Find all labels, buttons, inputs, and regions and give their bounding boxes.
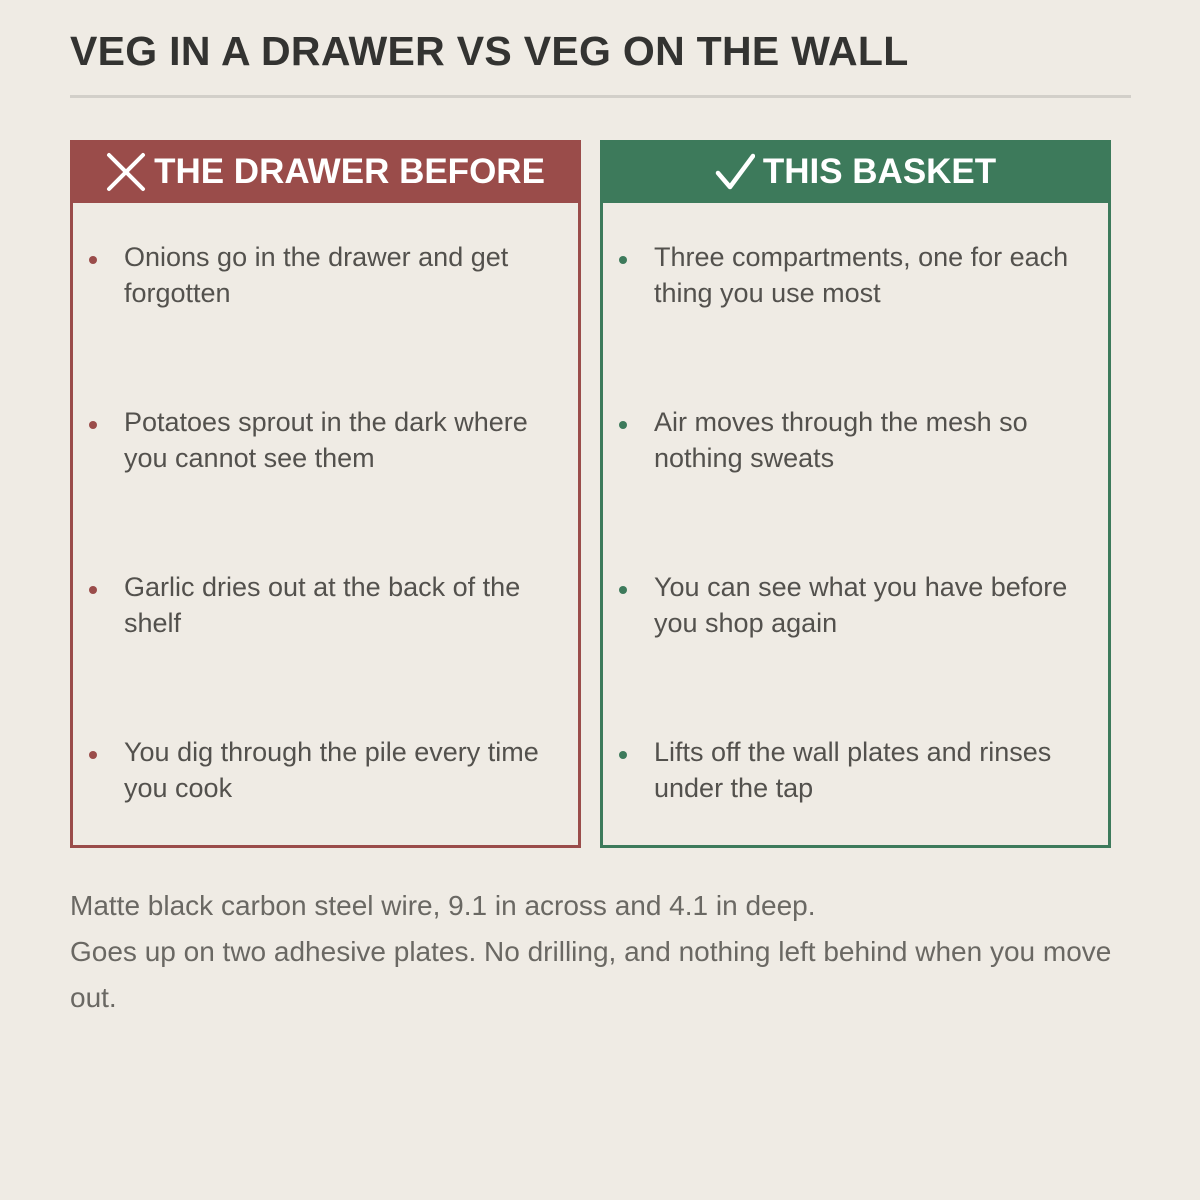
after-list-item: You can see what you have before you shop again [654, 572, 1068, 638]
check-icon [715, 152, 755, 192]
description-line: Goes up on two adhesive plates. No drilling, and nothing left behind when you move out. [70, 936, 1112, 1013]
after-list-item: Three compartments, one for each thing you use most [654, 242, 1069, 308]
before-panel-header [70, 140, 581, 203]
before-list-item: Garlic dries out at the back of the shelf [124, 572, 521, 638]
before-panel [70, 140, 581, 848]
title-divider [70, 95, 1131, 98]
before-list-item: Potatoes sprout in the dark where you cannot see them [124, 407, 528, 473]
bullet-icon [89, 421, 97, 429]
after-panel-heading: THIS BASKET [762, 151, 997, 191]
bullet-icon [619, 421, 627, 429]
after-panel [600, 140, 1111, 848]
page-title: VEG IN A DRAWER VS VEG ON THE WALL [70, 28, 909, 74]
bullet-icon [89, 256, 97, 264]
after-list-item: Air moves through the mesh so nothing sweats [654, 407, 1028, 473]
before-list-item: Onions go in the drawer and get forgotten [124, 242, 509, 308]
description-line: Matte black carbon steel wire, 9.1 in across and 4.1 in deep. [70, 890, 816, 921]
after-panel-header [600, 140, 1111, 203]
before-panel-heading: THE DRAWER BEFORE [154, 151, 545, 191]
bullet-icon [89, 586, 97, 594]
cross-icon [106, 152, 146, 192]
bullet-icon [619, 256, 627, 264]
before-list-item: You dig through the pile every time you cook [124, 737, 539, 803]
bullet-icon [619, 586, 627, 594]
bullet-icon [619, 751, 627, 759]
product-description [70, 883, 1140, 1021]
bullet-icon [89, 751, 97, 759]
after-list-item: Lifts off the wall plates and rinses under the tap [654, 737, 1052, 803]
